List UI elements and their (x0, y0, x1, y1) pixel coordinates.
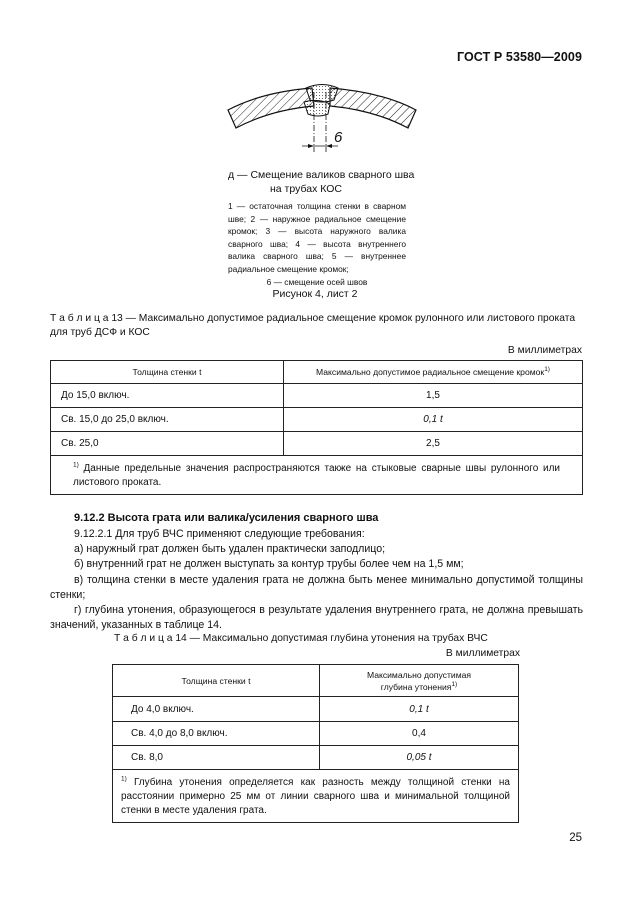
standard-code: ГОСТ Р 53580—2009 (456, 50, 582, 64)
table-row (51, 384, 583, 408)
table13-header-offset: Максимально допустимое радиальное смещение кромок$^{1)}$ (284, 361, 583, 384)
table14-units: В миллиметрах (445, 648, 520, 659)
table13-footnote: $^{1)}$ Данные предельные значения распространяются также на стыковые сварные швы рулонного или листового проката. (51, 456, 583, 495)
figure-legend-last: 6 — смещение осей швов (266, 276, 368, 287)
table14-header-thickness: Толщина стенки t (113, 665, 320, 697)
table13-units: В миллиметрах (507, 345, 582, 356)
table13-cell: Св. 25,0 (51, 432, 284, 456)
table13-cell: До 15,0 включ. (51, 384, 284, 408)
table13-cell: 1,5 (284, 384, 583, 408)
table14-title: Т а б л и ц а 14 — Максимально допустимая глубина утонения на трубах ВЧС (114, 633, 488, 644)
table14-header-depth: Максимально допустимая глубина утонения$^{1)}$ (320, 665, 519, 697)
table13-header-row (51, 361, 583, 384)
figure-title: Рисунок 4, лист 2 (272, 288, 358, 300)
table14-cell: До 4,0 включ. (113, 697, 320, 722)
table14-cell: Св. 4,0 до 8,0 включ. (113, 722, 320, 746)
weld-outer-bead (306, 85, 338, 103)
table-row (113, 722, 519, 746)
pipe-wall-right (330, 88, 416, 128)
table13 (50, 360, 583, 495)
dimension-arrow-right (326, 144, 332, 148)
table-row (51, 432, 583, 456)
paragraph: 9.12.2.1 Для труб ВЧС применяют следующие требования: (74, 528, 365, 540)
table14 (112, 664, 519, 823)
figure-legend-text: 1 — остаточная толщина стенки в сварном шве; 2 — наружное радиальное смещение кромок; 3 — высота наружного валика сварного шва; 4 — высота внутреннего валика сварного шва; 5 — внутреннее радиальное смещение кромок; (228, 201, 406, 274)
page-number: 25 (569, 832, 582, 844)
section-body (50, 527, 583, 633)
table13-title: Т а б л и ц а 13 — Максимально допустимое радиальное смещение кромок рулонного или листового проката для труб ДСФ и КОС (50, 313, 576, 338)
table13-footnote-row (51, 456, 583, 495)
pipe-wall-left (228, 88, 314, 128)
dimension-arrow-left (308, 144, 314, 148)
table-row (51, 408, 583, 432)
table13-cell: 2,5 (284, 432, 583, 456)
table14-header-row (113, 665, 519, 697)
table14-cell: 0,4 (320, 722, 519, 746)
paragraph: г) глубина утонения, образующегося в результате удаления внутреннего грата, не должна превышать значений, указанных в таблице 14. (50, 604, 583, 632)
table-row (113, 746, 519, 770)
paragraph: в) толщина стенки в месте удаления грата не должна быть менее минимально допустимой толщины стенки; (50, 573, 583, 601)
weld-offset-figure (222, 82, 422, 160)
table13-cell: 0,1 t (284, 408, 583, 432)
dimension-label: 6 (334, 129, 343, 146)
table14-cell: Св. 8,0 (113, 746, 320, 770)
table-row (113, 697, 519, 722)
section-heading: 9.12.2 Высота грата или валика/усиления сварного шва (74, 512, 379, 524)
paragraph: а) наружный грат должен быть удален практически заподлицо; (74, 543, 386, 556)
table13-header-thickness: Толщина стенки t (51, 361, 284, 384)
table14-cell: 0,05 t (320, 746, 519, 770)
table14-footnote-row (113, 770, 519, 823)
table14-cell: 0,1 t (320, 697, 519, 722)
figure-subcaption (228, 168, 428, 196)
figure-subcaption-line2: на трубах КОС (270, 183, 342, 195)
table14-footnote: $^{1)}$ Глубина утонения определяется как разность между толщиной стенки на расстоянии примерно 25 мм от линии сварного шва и минимальной толщиной стенки в месте удаления грата. (113, 770, 519, 823)
figure-subcaption-line1: д — Смещение валиков сварного шва (228, 169, 415, 181)
paragraph: б) внутренний грат не должен выступать за контур трубы более чем на 1,5 мм; (74, 558, 464, 571)
figure-legend (228, 200, 406, 288)
table13-cell: Св. 15,0 до 25,0 включ. (51, 408, 284, 432)
